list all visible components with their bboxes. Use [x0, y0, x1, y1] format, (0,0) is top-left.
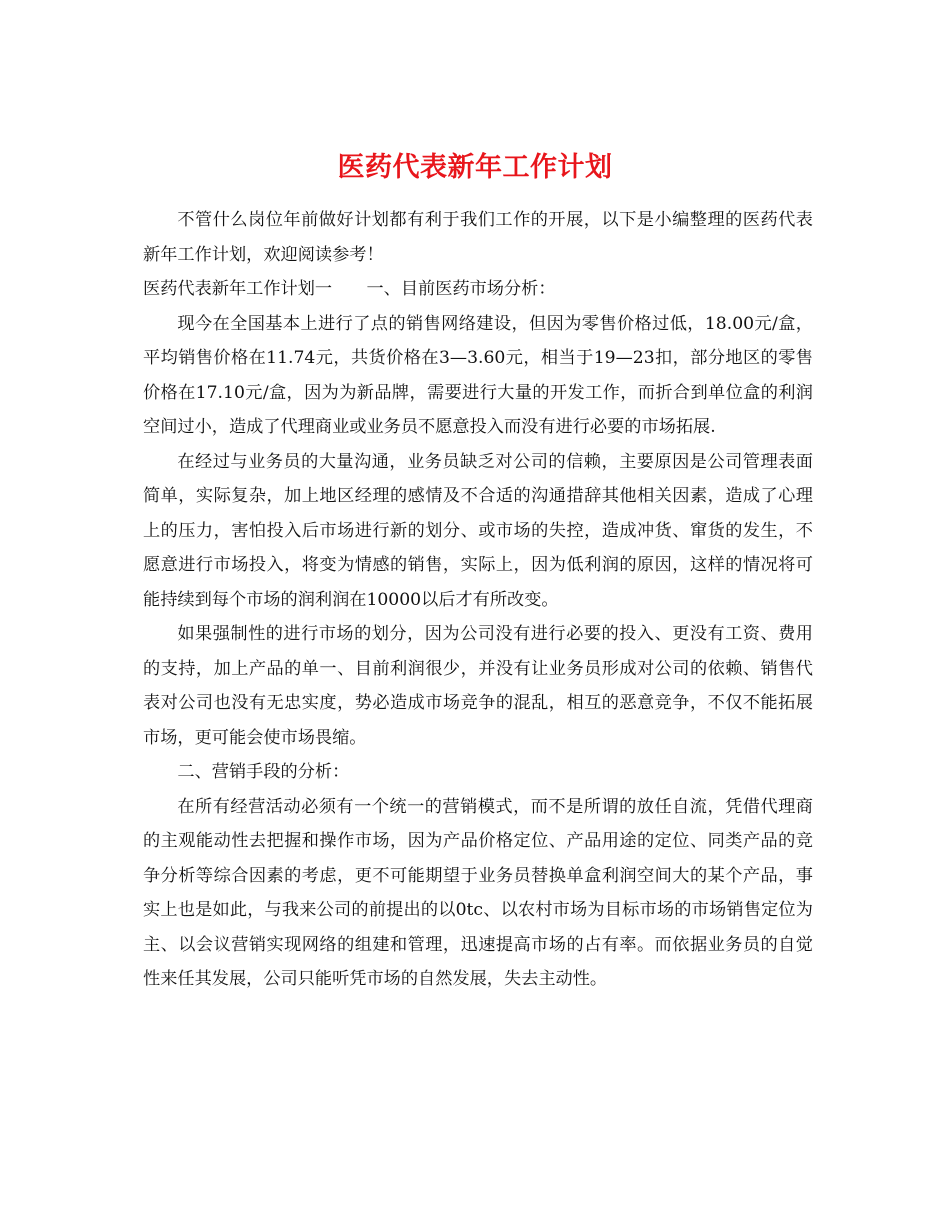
document-title: 医药代表新年工作计划 — [337, 152, 613, 184]
subheading-marketing-analysis: 二、营销手段的分析： — [177, 762, 350, 782]
paragraph-salesperson-trust: 在经过与业务员的大量沟通，业务员缺乏对公司的信赖，主要原因是公司管理表面简单，实际复杂，加上地区经理的感情及不合适的沟通措辞其他相关因素，造成了心理上的压力，害怕投入后市场进行新的划分、或市场的失控，造成冲货、窜货的发生，不愿意进行市场投入，将变为情感的销售，实际上，因为低利润的原因，这样的情况将可能持续到每个市场的润利润在10000以后才有所改变。 — [143, 451, 813, 610]
paragraph-market-overview: 现今在全国基本上进行了点的销售网络建设，但因为零售价格过低，18.00元/盒，平均销售价格在11.74元，共货价格在3—3.60元，相当于19—23扣，部分地区的零售价格在17.10元/盒，因为为新品牌，需要进行大量的开发工作，而折合到单位盒的利润空间过小，造成了代理商业或业务员不愿意投入而没有进行必要的市场拓展. — [143, 313, 813, 437]
intro-paragraph: 不管什么岗位年前做好计划都有利于我们工作的开展，以下是小编整理的医药代表新年工作计划，欢迎阅读参考！ — [143, 210, 813, 265]
paragraph-marketing-model: 在所有经营活动必须有一个统一的营销模式，而不是所谓的放任自流，凭借代理商的主观能动性去把握和操作市场，因为产品价格定位、产品用途的定位、同类产品的竞争分析等综合因素的考虑，更不可能期望于业务员替换单盒利润空间大的某个产品，事实上也是如此，与我来公司的前提出的以0tc、以农村市场为目标市场的市场销售定位为主、以会议营销实现网络的组建和管理，迅速提高市场的占有率。而依据业务员的自觉性来任其发展，公司只能听凭市场的自然发展，失去主动性。 — [143, 796, 813, 989]
document-body — [143, 203, 813, 997]
paragraph-market-division: 如果强制性的进行市场的划分，因为公司没有进行必要的投入、更没有工资、费用的支持，加上产品的单一、目前利润很少，并没有让业务员形成对公司的依赖、销售代表对公司也没有无忠实度，势必造成市场竞争的混乱，相互的恶意竞争，不仅不能拓展市场，更可能会使市场畏缩。 — [143, 624, 813, 748]
section-heading: 医药代表新年工作计划一 一、目前医药市场分析： — [143, 279, 556, 299]
